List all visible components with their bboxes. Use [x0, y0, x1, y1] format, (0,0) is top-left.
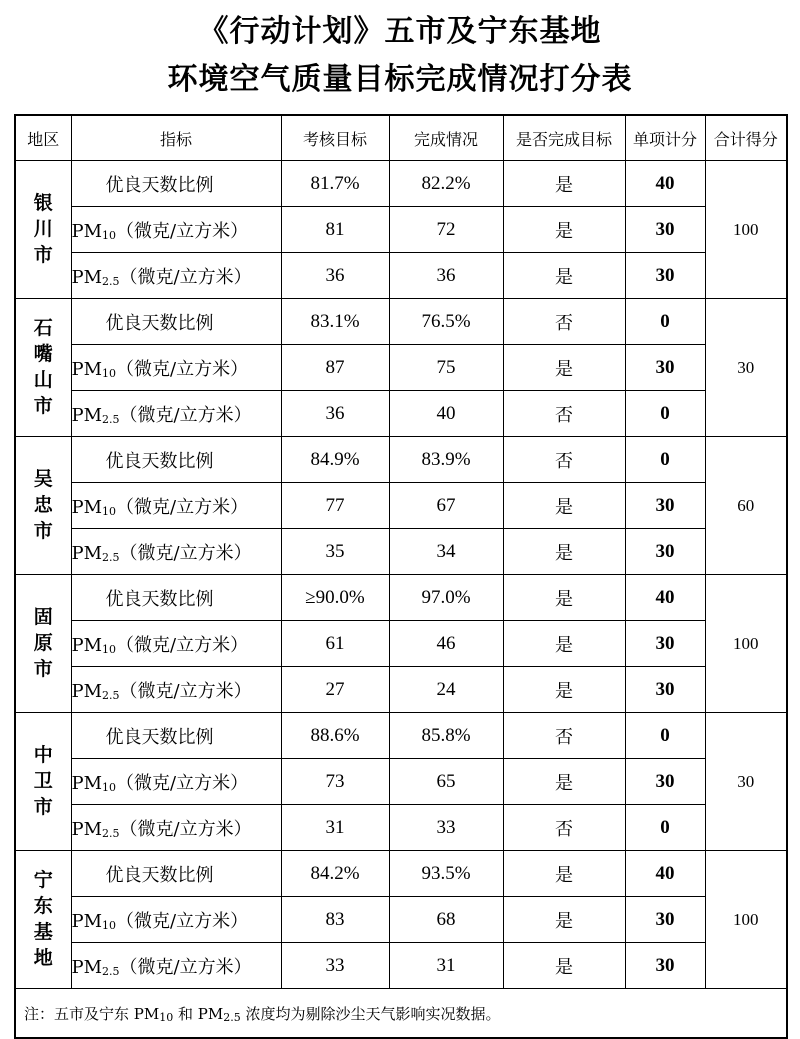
indicator-pm-prefix: PM [71, 772, 103, 794]
item-score: 30 [625, 207, 705, 253]
item-score: 30 [625, 529, 705, 575]
note-part1: 注：五市及宁东 PM [24, 1004, 160, 1023]
item-score: 30 [625, 667, 705, 713]
indicator-pm10 [71, 621, 281, 667]
actual-value: 93.5% [389, 851, 503, 897]
item-score: 40 [625, 851, 705, 897]
footnote [15, 989, 787, 1039]
actual-value: 34 [389, 529, 503, 575]
indicator-unit: （微克/立方米） [116, 496, 249, 518]
item-score: 30 [625, 253, 705, 299]
indicator-unit: （微克/立方米） [116, 772, 249, 794]
total-score: 60 [705, 437, 787, 575]
indicator-pm-sub: 2.5 [102, 964, 120, 978]
table-row [15, 759, 787, 805]
indicator-pm-prefix: PM [71, 404, 103, 426]
table-row [15, 483, 787, 529]
actual-value: 40 [389, 391, 503, 437]
indicator-unit: （微克/立方米） [119, 956, 252, 978]
header-indicator: 指标 [71, 115, 281, 161]
met-status: 是 [503, 621, 625, 667]
indicator-pm-sub: 2.5 [102, 688, 120, 702]
indicator-pm-prefix: PM [71, 266, 103, 288]
indicator-pm-prefix: PM [71, 634, 103, 656]
met-status: 是 [503, 253, 625, 299]
page-title-line2: 环境空气质量目标完成情况打分表 [167, 62, 633, 97]
indicator-pm10 [71, 759, 281, 805]
note-row [15, 989, 787, 1039]
target-value: 35 [281, 529, 389, 575]
region-name-char: 宁 [33, 869, 53, 891]
total-score: 30 [705, 299, 787, 437]
item-score: 40 [625, 161, 705, 207]
page-title-line1: 《行动计划》五市及宁东基地 [198, 14, 602, 49]
target-value: 83.1% [281, 299, 389, 345]
item-score: 30 [625, 897, 705, 943]
target-value: 81.7% [281, 161, 389, 207]
met-status: 是 [503, 483, 625, 529]
target-value: 88.6% [281, 713, 389, 759]
indicator-pm-sub: 2.5 [102, 550, 120, 564]
target-value: 83 [281, 897, 389, 943]
table-body [15, 161, 787, 989]
target-value: 84.9% [281, 437, 389, 483]
header-target: 考核目标 [281, 115, 389, 161]
met-status: 是 [503, 759, 625, 805]
region-name-char: 地 [33, 947, 53, 969]
indicator-pm-sub: 10 [102, 228, 117, 242]
indicator-pm-prefix: PM [71, 542, 103, 564]
indicator-unit: （微克/立方米） [116, 634, 249, 656]
region-name [15, 575, 71, 713]
note-part2: 和 PM [173, 1004, 224, 1023]
total-score: 100 [705, 161, 787, 299]
indicator-good-days [71, 713, 281, 759]
target-value: 81 [281, 207, 389, 253]
item-score: 30 [625, 943, 705, 989]
actual-value: 85.8% [389, 713, 503, 759]
table-row [15, 161, 787, 207]
region-name-char: 基 [33, 921, 53, 943]
region-name-char: 川 [33, 218, 53, 240]
region-name-char: 市 [33, 395, 53, 417]
table-row [15, 805, 787, 851]
note-sub2: 2.5 [223, 1010, 241, 1024]
note-part3: 浓度均为剔除沙尘天气影响实况数据。 [240, 1004, 501, 1023]
actual-value: 76.5% [389, 299, 503, 345]
indicator-good-days [71, 851, 281, 897]
table-row [15, 897, 787, 943]
indicator-pm10 [71, 207, 281, 253]
indicator-pm-sub: 10 [102, 642, 117, 656]
indicator-pm25 [71, 253, 281, 299]
target-value: 61 [281, 621, 389, 667]
indicator-label: 优良天数比例 [105, 864, 214, 886]
met-status: 是 [503, 897, 625, 943]
score-table [14, 114, 788, 1039]
table-row [15, 253, 787, 299]
actual-value: 31 [389, 943, 503, 989]
indicator-label: 优良天数比例 [105, 174, 214, 196]
indicator-pm-sub: 10 [102, 504, 117, 518]
met-status: 是 [503, 575, 625, 621]
indicator-good-days [71, 299, 281, 345]
indicator-label: 优良天数比例 [105, 588, 214, 610]
header-total-score: 合计得分 [705, 115, 787, 161]
table-row [15, 437, 787, 483]
total-score: 100 [705, 851, 787, 989]
actual-value: 97.0% [389, 575, 503, 621]
indicator-label: 优良天数比例 [105, 726, 214, 748]
region-name-char: 市 [33, 520, 53, 542]
region-name-char: 市 [33, 244, 53, 266]
target-value: 33 [281, 943, 389, 989]
target-value: 73 [281, 759, 389, 805]
item-score: 0 [625, 299, 705, 345]
table-row [15, 851, 787, 897]
region-name [15, 299, 71, 437]
actual-value: 65 [389, 759, 503, 805]
indicator-pm-prefix: PM [71, 818, 103, 840]
indicator-good-days [71, 437, 281, 483]
item-score: 0 [625, 713, 705, 759]
item-score: 40 [625, 575, 705, 621]
table-row [15, 621, 787, 667]
met-status: 否 [503, 713, 625, 759]
table-row [15, 713, 787, 759]
header-actual: 完成情况 [389, 115, 503, 161]
indicator-pm10 [71, 897, 281, 943]
region-name [15, 851, 71, 989]
item-score: 0 [625, 391, 705, 437]
indicator-unit: （微克/立方米） [119, 680, 252, 702]
target-value: ≥90.0% [281, 575, 389, 621]
target-value: 84.2% [281, 851, 389, 897]
indicator-pm-prefix: PM [71, 910, 103, 932]
indicator-pm-sub: 2.5 [102, 826, 120, 840]
item-score: 30 [625, 621, 705, 667]
met-status: 是 [503, 529, 625, 575]
indicator-unit: （微克/立方米） [116, 910, 249, 932]
region-name-char: 忠 [33, 494, 53, 516]
item-score: 30 [625, 759, 705, 805]
region-name-char: 中 [33, 744, 53, 766]
target-value: 87 [281, 345, 389, 391]
indicator-pm25 [71, 391, 281, 437]
indicator-pm-sub: 10 [102, 780, 117, 794]
target-value: 77 [281, 483, 389, 529]
table-row [15, 207, 787, 253]
indicator-pm-sub: 10 [102, 366, 117, 380]
actual-value: 72 [389, 207, 503, 253]
table-row [15, 529, 787, 575]
indicator-pm-prefix: PM [71, 956, 103, 978]
indicator-pm10 [71, 345, 281, 391]
met-status: 是 [503, 667, 625, 713]
indicator-unit: （微克/立方米） [119, 818, 252, 840]
actual-value: 68 [389, 897, 503, 943]
indicator-unit: （微克/立方米） [119, 266, 252, 288]
met-status: 否 [503, 437, 625, 483]
indicator-pm25 [71, 805, 281, 851]
indicator-pm-prefix: PM [71, 496, 103, 518]
met-status: 否 [503, 391, 625, 437]
indicator-pm-prefix: PM [71, 680, 103, 702]
met-status: 是 [503, 943, 625, 989]
region-name [15, 437, 71, 575]
target-value: 36 [281, 253, 389, 299]
region-name-char: 吴 [33, 468, 53, 490]
table-row [15, 575, 787, 621]
actual-value: 24 [389, 667, 503, 713]
met-status: 是 [503, 851, 625, 897]
item-score: 30 [625, 483, 705, 529]
table-row [15, 299, 787, 345]
region-name [15, 161, 71, 299]
indicator-unit: （微克/立方米） [119, 542, 252, 564]
indicator-good-days [71, 575, 281, 621]
region-name [15, 713, 71, 851]
indicator-pm-prefix: PM [71, 358, 103, 380]
met-status: 否 [503, 299, 625, 345]
region-name-char: 东 [33, 895, 53, 917]
actual-value: 82.2% [389, 161, 503, 207]
header-region: 地区 [15, 115, 71, 161]
met-status: 是 [503, 161, 625, 207]
actual-value: 83.9% [389, 437, 503, 483]
indicator-unit: （微克/立方米） [119, 404, 252, 426]
table-row [15, 391, 787, 437]
item-score: 30 [625, 345, 705, 391]
table-row [15, 345, 787, 391]
actual-value: 67 [389, 483, 503, 529]
met-status: 是 [503, 345, 625, 391]
met-status: 是 [503, 207, 625, 253]
indicator-pm25 [71, 943, 281, 989]
target-value: 27 [281, 667, 389, 713]
indicator-pm-sub: 2.5 [102, 274, 120, 288]
actual-value: 75 [389, 345, 503, 391]
note-sub1: 10 [159, 1010, 174, 1024]
indicator-pm25 [71, 667, 281, 713]
target-value: 31 [281, 805, 389, 851]
region-name-char: 山 [33, 369, 53, 391]
indicator-label: 优良天数比例 [105, 312, 214, 334]
table-row [15, 943, 787, 989]
header-item-score: 单项计分 [625, 115, 705, 161]
total-score: 30 [705, 713, 787, 851]
table-row [15, 667, 787, 713]
item-score: 0 [625, 805, 705, 851]
region-name-char: 固 [33, 606, 53, 628]
indicator-label: 优良天数比例 [105, 450, 214, 472]
region-name-char: 石 [33, 317, 53, 339]
region-name-char: 市 [33, 796, 53, 818]
region-name-char: 卫 [33, 770, 53, 792]
region-name-char: 银 [33, 192, 53, 214]
indicator-pm25 [71, 529, 281, 575]
region-name-char: 市 [33, 658, 53, 680]
met-status: 否 [503, 805, 625, 851]
total-score: 100 [705, 575, 787, 713]
region-name-char: 嘴 [33, 343, 53, 365]
actual-value: 33 [389, 805, 503, 851]
actual-value: 46 [389, 621, 503, 667]
indicator-unit: （微克/立方米） [116, 358, 249, 380]
indicator-unit: （微克/立方米） [116, 220, 249, 242]
indicator-pm-prefix: PM [71, 220, 103, 242]
header-met: 是否完成目标 [503, 115, 625, 161]
target-value: 36 [281, 391, 389, 437]
item-score: 0 [625, 437, 705, 483]
header-row [15, 115, 787, 161]
indicator-good-days [71, 161, 281, 207]
actual-value: 36 [389, 253, 503, 299]
region-name-char: 原 [33, 632, 53, 654]
indicator-pm-sub: 2.5 [102, 412, 120, 426]
indicator-pm-sub: 10 [102, 918, 117, 932]
indicator-pm10 [71, 483, 281, 529]
